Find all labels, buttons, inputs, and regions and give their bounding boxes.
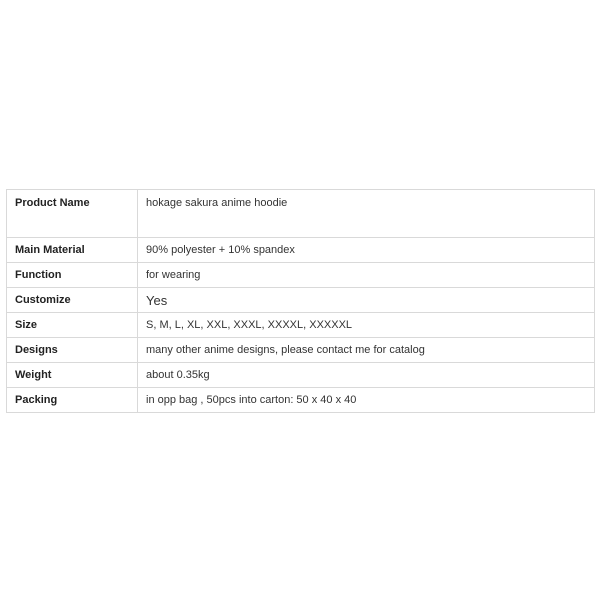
spec-key-packing: Packing — [7, 388, 138, 413]
spec-value-product-name: hokage sakura anime hoodie — [138, 190, 595, 238]
spec-value-main-material: 90% polyester + 10% spandex — [138, 238, 595, 263]
table-row — [7, 313, 595, 338]
spec-key-function: Function — [7, 263, 138, 288]
table-row — [7, 363, 595, 388]
table-row — [7, 288, 595, 313]
spec-value-customize: Yes — [138, 288, 595, 313]
table-row — [7, 388, 595, 413]
spec-value-weight: about 0.35kg — [138, 363, 595, 388]
spec-key-weight: Weight — [7, 363, 138, 388]
spec-key-product-name: Product Name — [7, 190, 138, 238]
spec-key-customize: Customize — [7, 288, 138, 313]
spec-value-size: S, M, L, XL, XXL, XXXL, XXXXL, XXXXXL — [138, 313, 595, 338]
spec-key-main-material: Main Material — [7, 238, 138, 263]
spec-key-designs: Designs — [7, 338, 138, 363]
table-row — [7, 338, 595, 363]
table-row — [7, 263, 595, 288]
table-row — [7, 238, 595, 263]
product-spec-table — [6, 189, 595, 413]
spec-value-packing: in opp bag , 50pcs into carton: 50 x 40 x 40 — [138, 388, 595, 413]
spec-value-designs: many other anime designs, please contact me for catalog — [138, 338, 595, 363]
spec-value-function: for wearing — [138, 263, 595, 288]
spec-key-size: Size — [7, 313, 138, 338]
table-row — [7, 190, 595, 238]
